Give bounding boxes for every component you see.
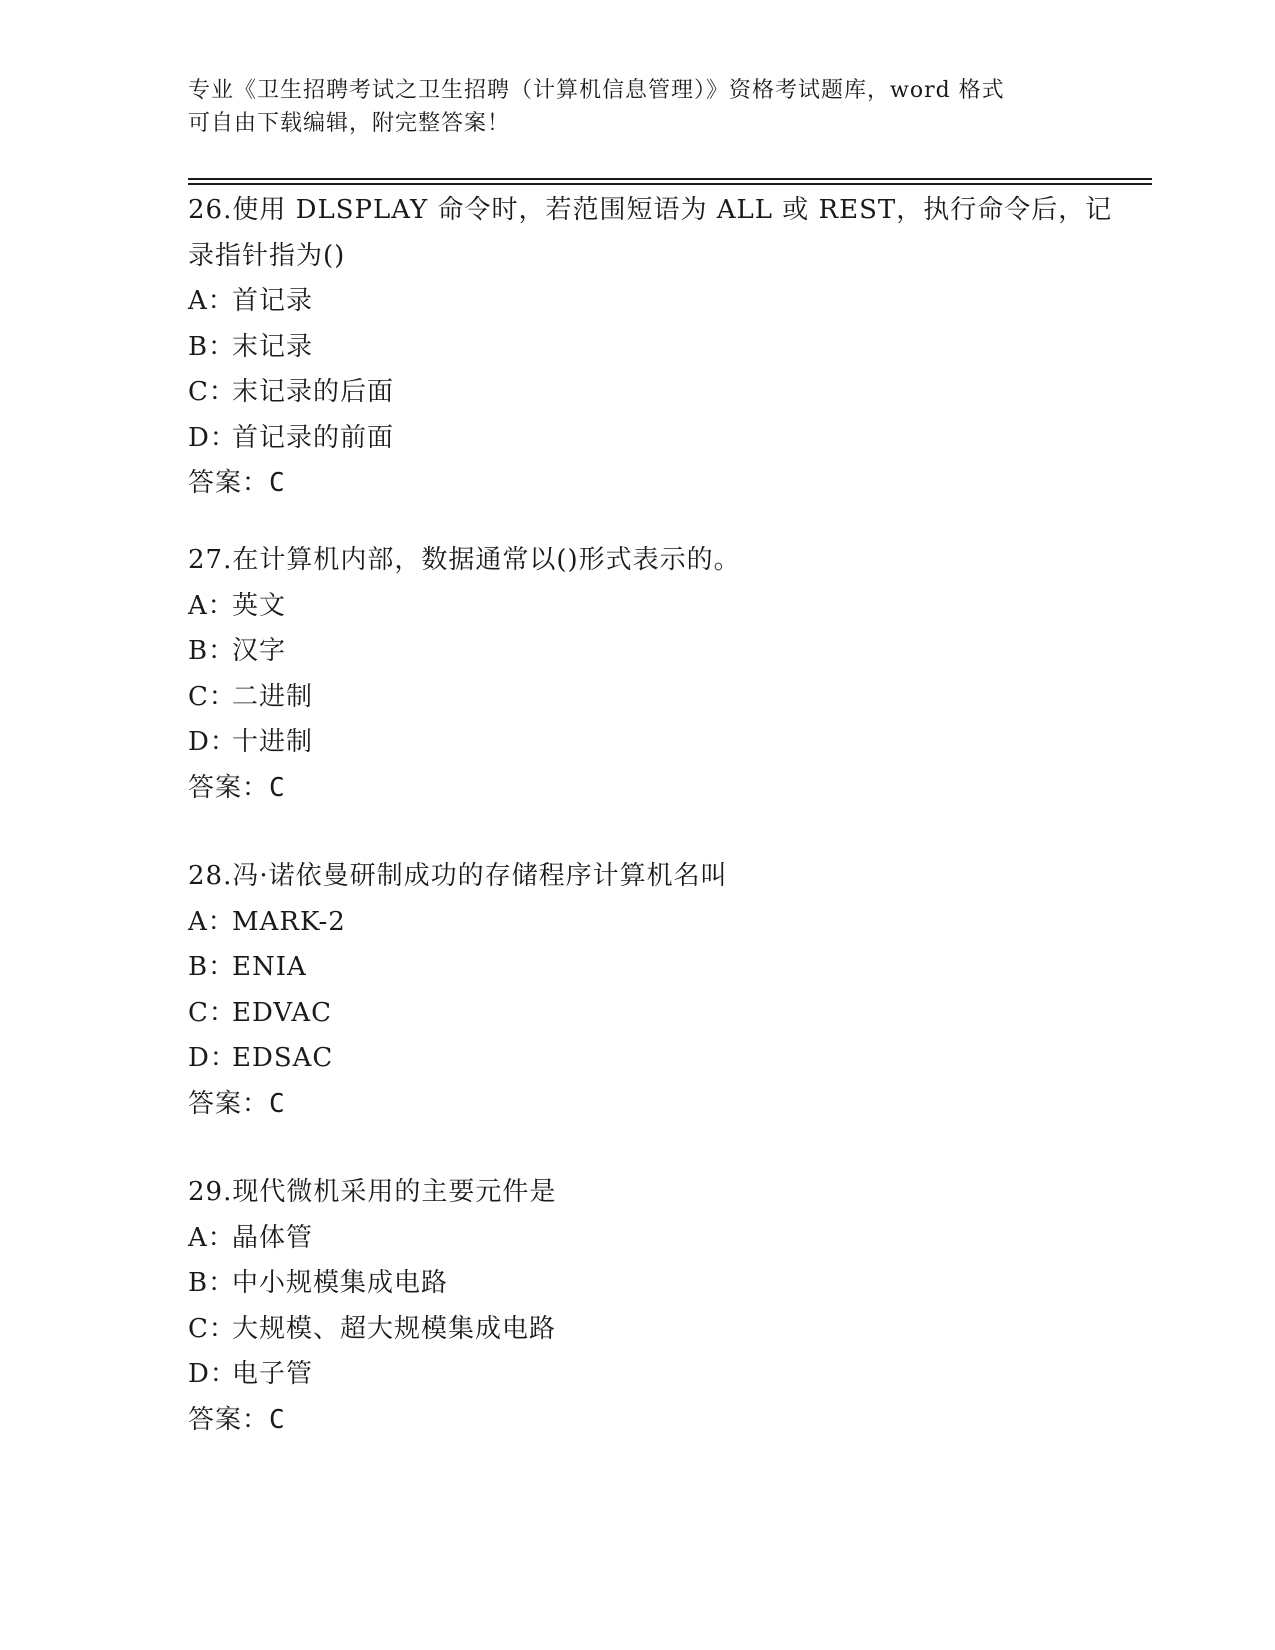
option-a [188, 1216, 1108, 1262]
option-text: 末记录 [232, 331, 314, 362]
question-28 [188, 854, 1108, 1127]
question-27 [188, 538, 1108, 811]
option-text: 英文 [232, 590, 287, 621]
option-d [188, 1036, 1108, 1082]
answer-value: C [269, 468, 286, 498]
option-c [188, 1307, 1108, 1353]
option-key: A： [188, 906, 235, 937]
question-29 [188, 1170, 1108, 1443]
option-text: 大规模、超大规模集成电路 [232, 1313, 557, 1344]
option-key: D： [188, 1043, 237, 1073]
option-key: C： [188, 681, 236, 712]
option-key: C： [188, 377, 236, 407]
option-key: D： [188, 422, 237, 453]
answer-label: 答案： [188, 1404, 270, 1435]
header-divider-top [188, 178, 1152, 180]
option-text: 末记录的后面 [232, 377, 395, 407]
option-b [188, 945, 1108, 991]
option-text: 首记录 [232, 286, 314, 316]
answer-value: C [269, 1088, 286, 1119]
answer-line [188, 1082, 1108, 1128]
header-divider-bottom [188, 183, 1152, 185]
option-a [188, 279, 1108, 325]
option-text: 十进制 [232, 727, 314, 757]
option-text: ENIA [232, 952, 307, 982]
option-c [188, 370, 1108, 416]
option-text: 中小规模集成电路 [232, 1268, 449, 1298]
answer-value: C [269, 1404, 286, 1435]
answer-label: 答案： [188, 468, 270, 498]
answer-value: C [269, 772, 286, 803]
answer-line [188, 766, 1108, 812]
option-b [188, 325, 1108, 371]
option-key: A： [188, 590, 235, 621]
option-key: C： [188, 997, 236, 1028]
option-text: MARK-2 [232, 906, 346, 937]
option-key: A： [188, 1222, 235, 1253]
option-b [188, 1261, 1108, 1307]
option-c [188, 675, 1108, 721]
option-c [188, 991, 1108, 1037]
option-key: B： [188, 331, 236, 362]
option-key: A： [188, 286, 235, 316]
option-text: 电子管 [232, 1359, 314, 1389]
option-key: D： [188, 1359, 237, 1389]
option-a [188, 900, 1108, 946]
header-line-1: 专业《卫生招聘考试之卫生招聘（计算机信息管理）》资格考试题库，word 格式 [188, 78, 1005, 103]
answer-line [188, 461, 1108, 507]
question-stem-line: 录指针指为() [188, 240, 346, 271]
question-stem-line: 26.使用 DLSPLAY 命令时，若范围短语为 ALL 或 REST，执行命令后，记 [188, 195, 1113, 225]
option-key: B： [188, 952, 236, 982]
option-d [188, 1352, 1108, 1398]
option-key: B： [188, 1268, 236, 1298]
option-text: EDVAC [232, 997, 333, 1028]
answer-label: 答案： [188, 772, 270, 803]
question-stem-line: 29.现代微机采用的主要元件是 [188, 1177, 557, 1207]
option-text: 晶体管 [232, 1222, 314, 1253]
question-stem-line: 27.在计算机内部，数据通常以()形式表示的。 [188, 545, 741, 575]
answer-line [188, 1398, 1108, 1444]
option-text: 汉字 [232, 636, 287, 666]
option-text: 首记录的前面 [232, 422, 395, 453]
option-b [188, 629, 1108, 675]
option-key: B： [188, 636, 236, 666]
option-a [188, 584, 1108, 630]
header-line-2: 可自由下载编辑，附完整答案！ [188, 111, 511, 136]
document-header [188, 74, 1068, 140]
option-d [188, 720, 1108, 766]
question-26 [188, 188, 1113, 507]
option-d [188, 416, 1108, 462]
question-stem-line: 28.冯·诺依曼研制成功的存储程序计算机名叫 [188, 861, 728, 891]
option-text: 二进制 [232, 681, 314, 712]
option-key: C： [188, 1313, 236, 1344]
option-key: D： [188, 727, 237, 757]
answer-label: 答案： [188, 1088, 270, 1119]
option-text: EDSAC [232, 1043, 334, 1073]
